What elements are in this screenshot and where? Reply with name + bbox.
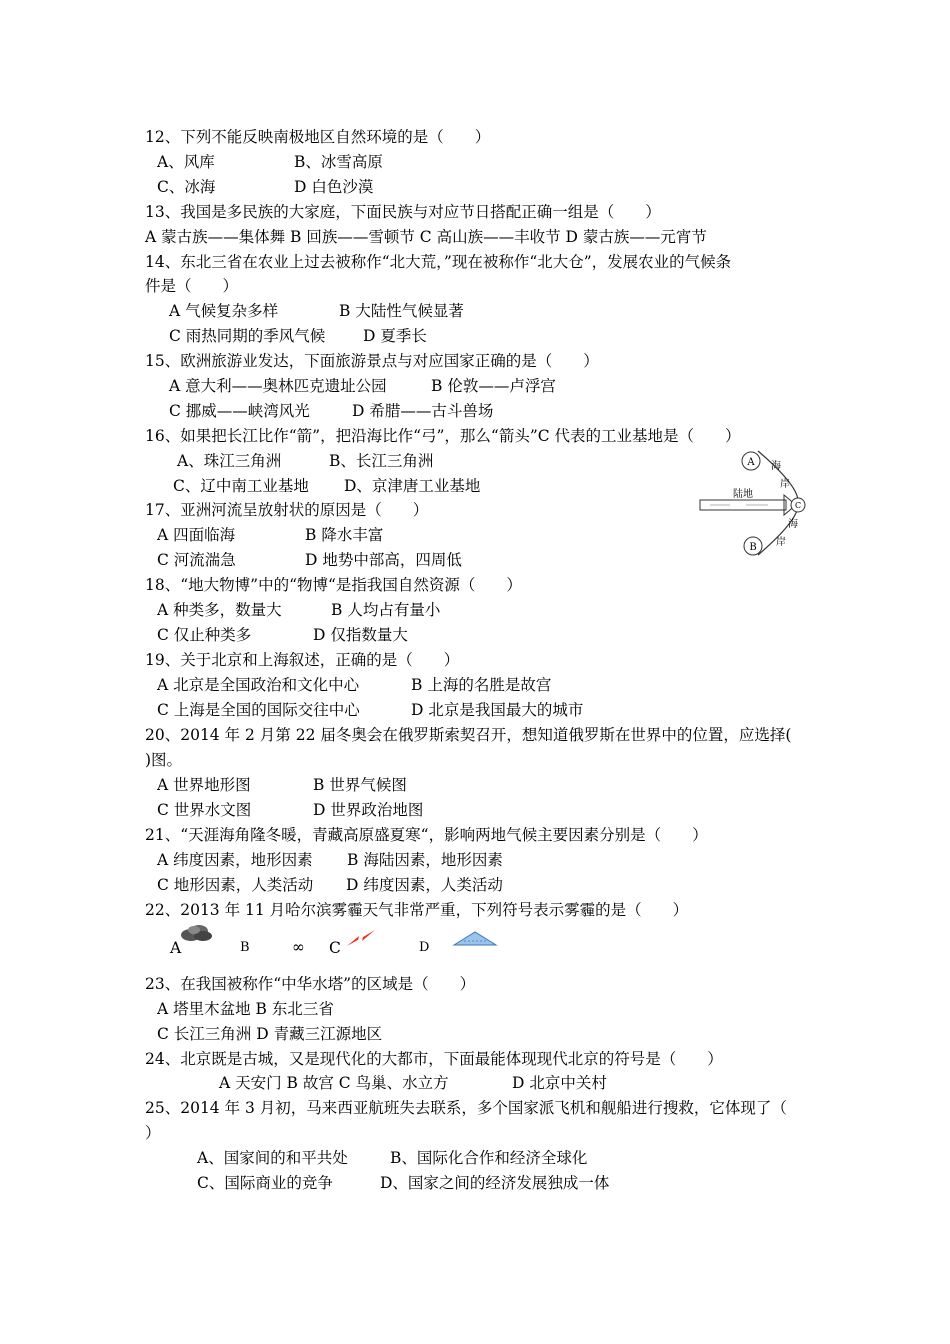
q17-option-c: C 河流湍急	[157, 551, 236, 569]
q12-option-b: B、冰雪高原	[294, 153, 383, 171]
q22-label-c: C	[329, 939, 341, 957]
q17-option-b: B 降水丰富	[305, 526, 384, 544]
q24-options-abc: A 天安门 B 故宫 C 鸟巢、水立方	[219, 1074, 449, 1092]
q21-stem: 21、“天涯海角隆冬暖，青藏高原盛夏寒“，影响两地气候主要因素分别是（ ）	[145, 826, 708, 844]
q20-option-b: B 世界气候图	[313, 776, 407, 794]
q14-option-b: B 大陆性气候显著	[339, 302, 464, 320]
q20-stem-line1: 20、2014 年 2 月第 22 届冬奥会在俄罗斯索契召开，想知道俄罗斯在世界中的位置，应选择(	[145, 726, 792, 744]
circle-a-label: A	[747, 457, 755, 468]
coast-bottom-char2: 岸	[776, 537, 786, 548]
q15-stem: 15、欧洲旅游业发达，下面旅游景点与对应国家正确的是（ ）	[145, 352, 599, 370]
q25-option-b: B、国际化合作和经济全球化	[390, 1149, 588, 1167]
q21-option-b: B 海陆因素，地形因素	[347, 851, 503, 869]
q25-stem-line2: ）	[145, 1124, 161, 1142]
q15-option-b: B 伦敦——卢浮宫	[431, 377, 556, 395]
q20-stem-line2: )图。	[145, 751, 183, 769]
q13-options: A 蒙古族——集体舞 B 回族——雪顿节 C 高山族——丰收节 D 蒙古族——元宵节	[145, 228, 707, 246]
q14-option-d: D 夏季长	[363, 327, 427, 345]
q23-stem: 23、在我国被称作“中华水塔”的区域是（ ）	[145, 975, 476, 993]
circle-b-label: B	[749, 542, 757, 553]
coast-top-char1: 海	[771, 461, 781, 472]
q18-option-b: B 人均占有量小	[331, 601, 441, 619]
q15-option-c: C 挪威——峡湾风光	[169, 402, 310, 420]
q14-stem-line2: 件是（ ）	[145, 277, 239, 295]
coast-top-char2: 岸	[780, 479, 790, 490]
q20-option-d: D 世界政治地图	[313, 801, 424, 819]
q16-option-b: B、长江三角洲	[329, 452, 434, 470]
q16-stem: 16、如果把长江比作“箭”，把沿海比作“弓”，那么“箭头”C 代表的工业基地是（ ）	[145, 427, 741, 445]
q16-option-c: C、辽中南工业基地	[173, 477, 309, 495]
q15-option-d: D 希腊——古斗兽场	[352, 402, 494, 420]
q20-option-a: A 世界地形图	[157, 776, 251, 794]
q14-stem-line1: 14、东北三省在农业上过去被称作“北大荒，”现在被称作“北大仓”，发展农业的气候条	[145, 253, 732, 271]
q18-stem: 18、“地大物博”中的“物博“是指我国自然资源（ ）	[145, 576, 522, 594]
circle-c-label: C	[794, 501, 802, 510]
lightning-icon	[345, 928, 377, 948]
q17-option-d: D 地势中部高，四周低	[305, 551, 462, 569]
q12-option-c: C、冰海	[157, 178, 216, 196]
q17-option-a: A 四面临海	[157, 526, 236, 544]
q12-stem: 12、下列不能反映南极地区自然环境的是（ ）	[145, 128, 491, 146]
q24-stem: 24、北京既是古城，又是现代化的大都市，下面最能体现现代北京的符号是（ ）	[145, 1050, 723, 1068]
q18-option-a: A 种类多，数量大	[157, 601, 282, 619]
q22-label-b: B	[240, 940, 250, 955]
q21-option-d: D 纬度因素，人类活动	[346, 876, 503, 894]
q14-option-a: A 气候复杂多样	[169, 302, 279, 320]
q25-stem-line1: 25、2014 年 3 月初，马来西亚航班失去联系，多个国家派飞机和舰船进行搜救，它体现了（	[145, 1099, 787, 1117]
q25-option-d: D、国家之间的经济发展独成一体	[380, 1174, 610, 1192]
q16-option-d: D、京津唐工业基地	[344, 477, 481, 495]
q13-stem: 13、我国是多民族的大家庭，下面民族与对应节日搭配正确一组是（ ）	[145, 203, 661, 221]
q18-option-d: D 仅指数量大	[313, 626, 408, 644]
q19-option-b: B 上海的名胜是故宫	[411, 676, 552, 694]
q14-option-c: C 雨热同期的季风气候	[169, 327, 326, 345]
cloud-smog-icon	[178, 922, 214, 944]
q25-option-c: C、国际商业的竞争	[197, 1174, 333, 1192]
q24-option-d: D 北京中关村	[512, 1074, 607, 1092]
q19-stem: 19、关于北京和上海叙述，正确的是（ ）	[145, 651, 460, 669]
q20-option-c: C 世界水文图	[157, 801, 252, 819]
coast-bottom-char1: 海	[788, 519, 798, 530]
q15-option-a: A 意大利——奥林匹克遗址公园	[169, 377, 387, 395]
q12-option-d: D 白色沙漠	[294, 178, 374, 196]
q21-option-c: C 地形因素，人类活动	[157, 876, 314, 894]
q22-label-d: D	[419, 940, 430, 955]
q21-option-a: A 纬度因素，地形因素	[157, 851, 313, 869]
q19-option-c: C 上海是全国的国际交往中心	[157, 701, 360, 719]
q16-option-a: A、珠江三角洲	[177, 452, 282, 470]
q25-option-a: A、国家间的和平共处	[197, 1149, 348, 1167]
triangle-symbol-icon	[452, 929, 498, 947]
q23-options-cd: C 长江三角洲 D 青藏三江源地区	[157, 1025, 383, 1043]
q19-option-a: A 北京是全国政治和文化中心	[157, 676, 360, 694]
q23-options-ab: A 塔里木盆地 B 东北三省	[157, 1000, 334, 1018]
land-label: 陆地	[733, 489, 753, 500]
q12-option-a: A、风库	[157, 153, 215, 171]
q18-option-c: C 仅止种类多	[157, 626, 252, 644]
q17-stem: 17、亚洲河流呈放射状的原因是（ ）	[145, 501, 429, 519]
q19-option-d: D 北京是我国最大的城市	[411, 701, 584, 719]
arrow-bow-diagram	[696, 447, 814, 559]
q22-stem: 22、2013 年 11 月哈尔滨雾霾天气非常严重，下列符号表示雾霾的是（ ）	[145, 901, 689, 919]
q22-label-a: A	[170, 939, 182, 957]
haze-infinity-icon: ∞	[292, 938, 305, 956]
